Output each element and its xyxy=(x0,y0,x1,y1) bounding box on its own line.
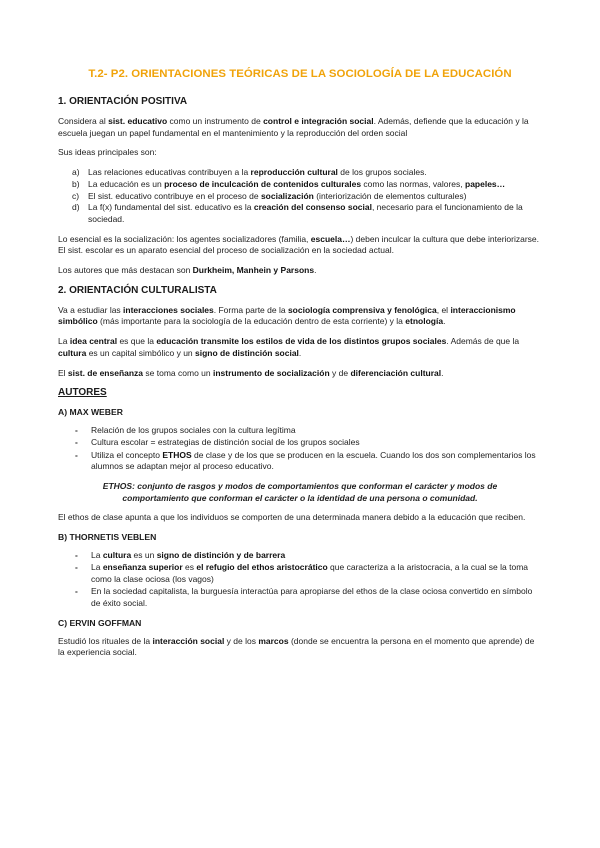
text-run: es un xyxy=(131,550,157,561)
text-run: que caracteriza a la aristocracia, a la cual se la toma como la clase ociosa (los vagos) xyxy=(91,562,529,585)
bold-text: cultura xyxy=(58,347,87,358)
text-run: . xyxy=(298,347,302,358)
text-run: La f(x) fundamental del sist. educativo es la xyxy=(88,202,254,213)
list-marker: d) xyxy=(72,202,80,213)
goffman-paragraph xyxy=(58,636,542,659)
bold-text: proceso de inculcación de contenidos culturales xyxy=(164,178,362,189)
idea-item xyxy=(58,167,542,179)
text-run: . Además, defiende que la educación y la escuela juegan un papel fundamental en el mantenimiento y la reproducción del orden social xyxy=(58,116,529,138)
text-run: Relación de los grupos sociales con la cultura legítima xyxy=(91,425,296,436)
weber-heading: A) MAX WEBER xyxy=(58,407,123,418)
text-run: . Además de que la xyxy=(446,336,520,347)
dash-bullet: - xyxy=(75,449,78,460)
text-run: es xyxy=(182,562,197,573)
authors-heading: AUTORES xyxy=(58,387,107,399)
dash-bullet: - xyxy=(75,562,78,573)
ideas-list xyxy=(58,167,542,226)
section-2-heading: 2. ORIENTACIÓN CULTURALISTA xyxy=(58,284,217,296)
bold-text: sociología comprensiva y fenológica xyxy=(287,304,437,315)
bold-text: ETHOS xyxy=(162,449,192,460)
text-run: es que la xyxy=(117,336,157,347)
text-run: Las relaciones educativas contribuyen a la xyxy=(88,167,251,178)
text-run: La educación es un xyxy=(88,178,165,189)
weber-list xyxy=(58,425,542,473)
bold-text: marcos xyxy=(258,635,289,646)
veblen-list xyxy=(58,550,542,610)
bold-text: socialización xyxy=(260,190,314,201)
ethos-definition: ETHOS: conjunto de rasgos y modos de comportamientos que conforman el carácter y modos de comportamiento que conforman el carácter o la identidad de una persona o comunidad. xyxy=(102,481,498,503)
list-item xyxy=(58,425,542,437)
section-2-p1 xyxy=(58,305,542,328)
text-run: Lo esencial es la socialización: los agentes socializadores (familia, xyxy=(58,233,311,244)
text-run: se toma como un xyxy=(143,367,213,378)
text-run: y de los xyxy=(224,635,259,646)
section-2-p2 xyxy=(58,336,542,359)
text-run: de los grupos sociales. xyxy=(337,167,427,178)
text-run: . xyxy=(441,367,444,378)
bold-text: reproducción cultural xyxy=(250,167,338,178)
text-run: Cultura escolar = estrategias de distinción social de los grupos sociales xyxy=(91,437,360,448)
bold-text: signo de distinción social xyxy=(195,347,299,358)
bold-text: Durkheim, Manhein y Parsons xyxy=(192,265,315,276)
idea-item xyxy=(58,202,542,225)
text-run: es un capital simbólico y un xyxy=(86,347,196,358)
text-run: y de xyxy=(329,367,351,378)
section-1-intro xyxy=(58,116,542,139)
text-run: , el xyxy=(436,304,451,315)
bold-text: interacciones sociales xyxy=(123,304,214,315)
text-run: En la sociedad capitalista, la burguesía interactúa para apropiarse del ethos de la clase ociosa convertido en símbolo de éxito social. xyxy=(91,586,533,608)
text-run: . xyxy=(314,265,317,276)
bold-text: cultura xyxy=(102,550,132,561)
text-run: Considera al xyxy=(58,116,109,126)
bold-text: papeles… xyxy=(465,178,506,189)
bold-text: el refugio del ethos aristocrático xyxy=(196,562,328,573)
list-marker: b) xyxy=(72,178,80,189)
dash-bullet: - xyxy=(75,425,78,436)
text-run: como un instrumento de xyxy=(167,116,264,126)
bold-text: sist. de enseñanza xyxy=(67,367,144,378)
goffman-heading: C) ERVIN GOFFMAN xyxy=(58,617,142,628)
bold-text: creación del consenso social xyxy=(253,202,372,213)
text-run: Estudió los rituales de la xyxy=(58,635,153,646)
bold-text: escuela… xyxy=(310,233,351,244)
bold-text: interaccionismo simbólico xyxy=(58,304,516,327)
bold-text: instrumento de socialización xyxy=(212,367,330,378)
list-item xyxy=(58,550,542,562)
bold-text: educación transmite los estilos de vida de los distintos grupos sociales xyxy=(156,336,447,347)
text-run: . xyxy=(443,316,446,327)
text-run: La xyxy=(91,550,103,561)
dash-bullet: - xyxy=(75,437,78,448)
idea-item xyxy=(58,179,542,191)
bold-text: control e integración social xyxy=(263,116,374,126)
idea-item xyxy=(58,191,542,203)
section-1-heading: 1. ORIENTACIÓN POSITIVA xyxy=(58,96,188,107)
text-run: La xyxy=(58,336,70,347)
text-run: Va a estudiar las xyxy=(58,304,124,315)
dash-bullet: - xyxy=(75,586,78,597)
text-run: Los autores que más destacan son xyxy=(58,265,193,276)
text-run: ) deben inculcar la cultura que debe interiorizarse. El sist. escolar es un aparato esencial del proceso de socialización en la sociedad actual. xyxy=(58,233,540,256)
bold-text: sist. educativo xyxy=(108,116,168,126)
text-run: La xyxy=(91,562,103,573)
section-2-p3 xyxy=(58,368,542,380)
text-run: (interiorización de elementos culturales) xyxy=(313,190,467,201)
bold-text: idea central xyxy=(69,336,118,347)
bold-text: diferenciación cultural xyxy=(350,367,442,378)
list-marker: c) xyxy=(72,190,80,201)
list-item xyxy=(58,562,542,585)
dash-bullet: - xyxy=(75,550,78,561)
list-item xyxy=(58,450,542,473)
section-1-authors xyxy=(58,265,542,277)
section-1-socialization xyxy=(58,234,542,257)
text-run: El xyxy=(58,367,68,378)
list-item xyxy=(58,586,542,609)
bold-text: enseñanza superior xyxy=(102,562,183,573)
text-run: (más importante para la sociología de la educación dentro de esta corriente) y la xyxy=(97,316,406,327)
list-marker: a) xyxy=(72,167,80,178)
weber-ethos-paragraph: El ethos de clase apunta a que los individuos se comporten de una determinada manera debido a la educación que reciben. xyxy=(58,512,526,523)
text-run: Utiliza el concepto xyxy=(91,449,163,460)
list-item xyxy=(58,437,542,449)
veblen-heading: B) THORNETIS VEBLEN xyxy=(58,532,157,543)
document-title: T.2- P2. ORIENTACIONES TEÓRICAS DE LA SOCIOLOGÍA DE LA EDUCACIÓN xyxy=(88,68,512,80)
bold-text: signo de distinción y de barrera xyxy=(156,550,286,561)
text-run: de clase y de los que se producen en la escuela. Cuando los dos son complementarios los alumnos se adaptan mejor al proceso educativo. xyxy=(91,449,536,472)
text-run: (donde se encuentra la persona en el momento que aprende) de la experiencia social. xyxy=(58,635,535,658)
text-run: . Forma parte de la xyxy=(213,304,288,315)
text-run: , necesario para el funcionamiento de la sociedad. xyxy=(88,202,523,224)
bold-text: interacción social xyxy=(152,635,225,646)
ideas-intro: Sus ideas principales son: xyxy=(58,147,157,158)
text-run: como las normas, valores, xyxy=(361,178,465,189)
bold-text: etnología xyxy=(405,316,444,327)
text-run: El sist. educativo contribuye en el proceso de xyxy=(88,190,261,201)
